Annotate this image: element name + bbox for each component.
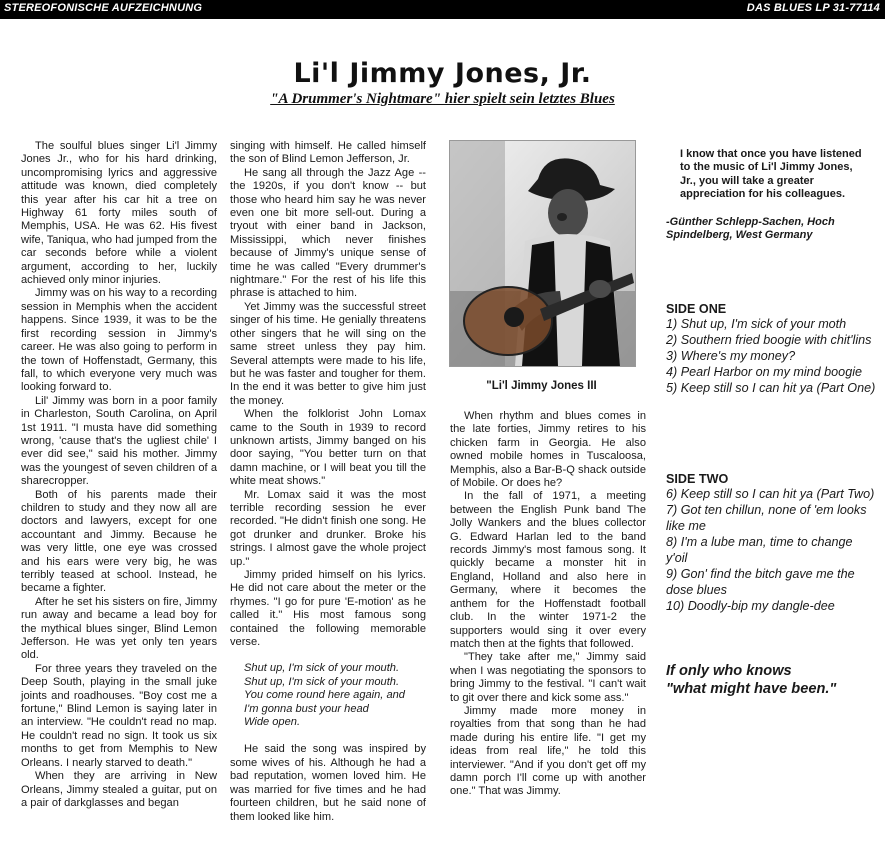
paragraph: When the folklorist John Lomax came to the South in 1939 to record unknown artists, Jimmy banged on his door saying, "You better turn on that damn machine, or I will beat you till the white meat shows." <box>230 408 426 488</box>
quote-signature: -Günther Schlepp-Sachen, Hoch Spindelberg, West Germany <box>666 215 835 242</box>
header-right-label: DAS BLUES LP 31-77114 <box>746 2 880 14</box>
side-one-tracklist <box>666 302 876 396</box>
article-column-2 <box>230 140 426 824</box>
paragraph: He said the song was inspired by some wives of his. Although he had a bad reputation, women loved him. He was married for five times and he had fourteen children, but he said none of them looked like him. <box>230 743 426 823</box>
paragraph: When they are arriving in New Orleans, Jimmy stealed a guitar, put on a pair of darkglasses and began <box>21 770 217 809</box>
paragraph: The soulful blues singer Li'l Jimmy Jones Jr., who for his hard drinking, uncompromising lyrics and aggressive attitude was known, died completely this year after his car hit a tree on Highway 61 forty miles south of Memphis, USA. He was 62. His fivest wife, Taniqua, who had jumped from the car seconds before while a violent argument, according to her, luckily achieved only minor injuries. <box>21 140 217 287</box>
paragraph: When rhythm and blues comes in the late forties, Jimmy retires to his chicken farm in Georgia. He also owned mobile homes in Tuscaloosa, Memphis, also a Bar-B-Q shack outside of Mobile. Or does he? <box>450 410 646 490</box>
verse-line: I'm gonna bust your head <box>244 702 369 715</box>
track-item: 5) Keep still so I can hit ya (Part One) <box>666 381 876 395</box>
paragraph: "They take after me," Jimmy said when I was negotiating the sponsors to bring Jimmy to the festival. "I can't wait to git over there and kick some ass." <box>450 651 646 704</box>
header-bar <box>0 0 885 19</box>
paragraph: After he set his sisters on fire, Jimmy run away and became a lead boy for the mythical blues singer, Blind Lemon Jefferson. He was yet only ten years old. <box>21 595 217 662</box>
track-item: 8) I'm a lube man, time to change y'oil <box>666 535 853 565</box>
side-two-heading: SIDE TWO <box>666 472 729 486</box>
verse-line: Shut up, I'm sick of your mouth. <box>244 662 400 675</box>
track-item: 4) Pearl Harbor on my mind boogie <box>666 365 862 379</box>
track-item: 9) Gon' find the bitch gave me the dose blues <box>666 567 855 597</box>
paragraph: singing with himself. He called himself the son of Blind Lemon Jefferson, Jr. <box>230 140 426 166</box>
track-item: 2) Southern fried boogie with chit'lins <box>666 333 872 347</box>
closing-tagline <box>666 662 881 698</box>
paragraph: Yet Jimmy was the successful street singer of his time. He genially threatens other singers that he will sing on the same street unless they pay him. Several attempts were made to his life, but he was faster and tougher for them. In the end it was better to give him just the money. <box>230 300 426 407</box>
side-one-heading: SIDE ONE <box>666 302 727 316</box>
track-item: 7) Got ten chillun, none of 'em looks like me <box>666 503 867 533</box>
artist-photo <box>449 140 636 367</box>
track-item: 10) Doodly-bip my dangle-dee <box>666 599 835 613</box>
paragraph: Mr. Lomax said it was the most terrible recording session he ever recorded. "He didn't finish one song. He got drunker and drunker. Broke his strings. I almost gave the whole project up." <box>230 488 426 568</box>
page-subtitle: "A Drummer's Nightmare" hier spielt sein letztes Blues <box>270 91 615 107</box>
article-column-1 <box>21 140 217 810</box>
track-item: 3) Where's my money? <box>666 349 796 363</box>
photo-caption: "Li'l Jimmy Jones III <box>486 380 597 392</box>
article-column-3 <box>450 410 646 799</box>
paragraph: For three years they traveled on the Deep South, playing in the small juke joints and roadhouses. "Boy cost me a fortune," Blind Lemon is saying later in an interview. "He couldn't read no map. He couldn't read no sign. It took us six months to get from Memphis to New Orleans. I nearly starved to death." <box>21 662 217 769</box>
paragraph: In the fall of 1971, a meeting between the English Punk band The Jolly Wankers and the blues collector G. Edward Harlan led to the band records Jimmy's most famous song. It quickly became a monster hit in England, Holland and also here in Germany, where it becomes the anthem for the Hoffenstadt football club. In the winter 1971-2 the supporters would sing it over every match then at the fights that followed. <box>450 490 646 650</box>
page-title: Li'l Jimmy Jones, Jr. <box>293 58 592 89</box>
endorsement-quote <box>666 148 868 242</box>
paragraph: Lil' Jimmy was born in a poor family in Charleston, South Carolina, on April 1st 1911. "I musta have did something wrong, 'cause that's the ugliest chile' I ever did see," said his mother. Jimmy was the youngest of seven children of a sharecropper. <box>21 394 217 488</box>
verse-line: Wide open. <box>244 716 301 729</box>
quote-text: I know that once you have listened to the music of Li'l Jimmy Jones, Jr., you will take a greater appreciation for his colleagues. <box>680 148 862 201</box>
paragraph: Jimmy prided himself on his lyrics. He did not care about the meter or the rhymes. "I go for pure 'E-motion' as he called it." His most famous song contained the following memorable verse. <box>230 569 426 649</box>
photo-illustration <box>450 141 635 366</box>
closing-line-2: "what might have been." <box>666 681 837 697</box>
closing-line-1: If only who knows <box>666 663 792 679</box>
verse-line: You come round here again, and <box>244 689 405 702</box>
side-two-tracklist <box>666 472 876 614</box>
song-verse <box>230 662 426 729</box>
paragraph: He sang all through the Jazz Age -- the 1920s, if you don't know -- but those who heard him say he was never even one bit more sell-out. During a tryout with einer band in Jackson, Mississippi, which never finishes because of Jimmy's unique sense of time he was called "Every drummer's nightmare." For the rest of his life this phrase is attached to him. <box>230 166 426 300</box>
paragraph: Jimmy was on his way to a recording session in Memphis when the accident happens. Since 1939, it was to be the first recording session in Jimmy's career. He was also going to perform in the town of Hoffenstadt, Germany, this fall, to which everyone very much was looking forward to. <box>21 287 217 394</box>
header-left-label: STEREOFONISCHE AUFZEICHNUNG <box>4 2 203 14</box>
verse-line: Shut up, I'm sick of your mouth. <box>244 675 400 688</box>
track-item: 1) Shut up, I'm sick of your moth <box>666 317 847 331</box>
track-item: 6) Keep still so I can hit ya (Part Two) <box>666 487 875 501</box>
paragraph: Jimmy made more money in royalties from that song than he had made during his entire life. "I get my ideas from real life," he told this interviewer. "And if you don't get off my damn porch I'll come up with another one." That was Jimmy. <box>450 704 646 798</box>
paragraph: Both of his parents made their children to study and they now all are doctors and lawyers, except for one accountant and Jimmy. Because he was very little, one eye was crossed and his ears were very big, he was terribly teased at school. Instead, he became a fighter. <box>21 488 217 595</box>
